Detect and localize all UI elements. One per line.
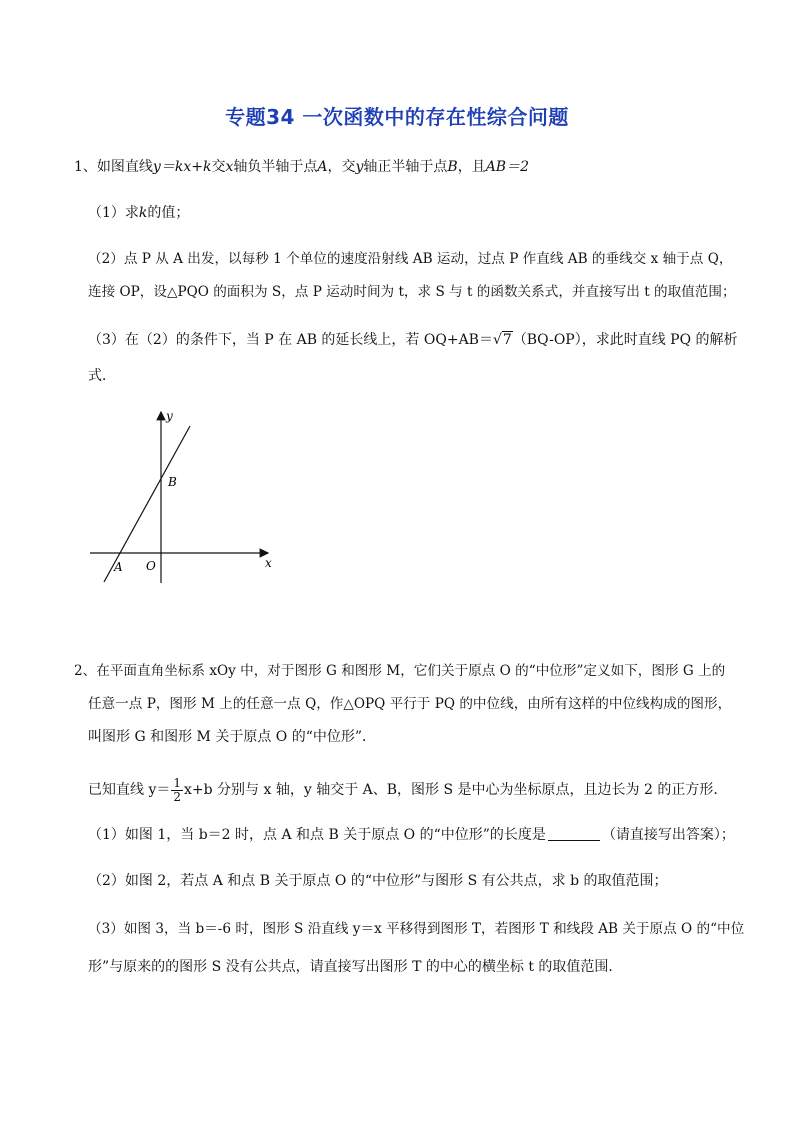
fraction-half: $\frac{1}{2}$ (173, 775, 181, 804)
point-a-label: A (114, 560, 123, 574)
answer-blank[interactable] (548, 826, 600, 841)
q1-figure (80, 400, 300, 590)
q1-part2-line2: 连接 OP，设△PQO 的面积为 S，点 P 运动时间为 t，求 S 与 t 的函数关系式，并直接写出 t 的取值范围； (88, 284, 736, 300)
y-axis-label: y (166, 409, 173, 423)
q2-part3-line2: 形”与原来的的图形 S 没有公共点，请直接写出图形 T 的中心的横坐标 t 的取值范围． (88, 959, 623, 975)
point-b-label: B (168, 475, 177, 489)
q2-stem-line1: 2、在平面直角坐标系 xOy 中，对于图形 G 和图形 M，它们关于原点 O 的“中位形”定义如下，图形 G 上的 (74, 663, 726, 679)
origin-label: O (146, 559, 156, 573)
q1-number: 1、 (74, 159, 97, 175)
sqrt-expression: √7 (492, 332, 512, 348)
q1-part2-line1: （2）点 P 从 A 出发，以每秒 1 个单位的速度沿射线 AB 运动，过点 P 作直线 AB 的垂线交 x 轴于点 Q， (88, 251, 733, 267)
x-axis-label: x (265, 556, 272, 570)
q1-part1: （1）求k的值； (88, 205, 190, 221)
page-title: 专题34 一次函数中的存在性综合问题 (225, 105, 569, 129)
q1-part3-line2: 式． (88, 368, 116, 384)
q2-part1: （1）如图 1，当 b＝2 时，点 A 和点 B 关于原点 O 的“中位形”的长度是 （请直接写出答案）； (88, 827, 735, 843)
q2-stem-line4: 已知直线 y＝ $\frac{1}{2}$ x+b 分别与 x 轴，y 轴交于 A、B，图形 S 是中心为坐标原点，且边长为 2 的正方形． (88, 775, 728, 804)
q2-part2: （2）如图 2，若点 A 和点 B 关于原点 O 的“中位形”与图形 S 有公共点，求 b 的取值范围； (88, 873, 668, 889)
q2-stem-line2: 任意一点 P，图形 M 上的任意一点 Q，作△OPQ 平行于 PQ 的中位线，由所有这样的中位线构成的图形， (88, 696, 732, 712)
q2-part3-line1: （3）如图 3，当 b＝-6 时，图形 S 沿直线 y＝x 平移得到图形 T，若图形 T 和线段 AB 关于原点 O 的“中位 (88, 921, 745, 937)
q1-equation: y＝kx+k (152, 159, 212, 175)
q2-stem-line3: 叫图形 G 和图形 M 关于原点 O 的“中位形”． (88, 729, 377, 745)
q1-part3-line1: （3）在（2）的条件下，当 P 在 AB 的延长线上，若 OQ+AB＝√7（BQ-OP），求此时直线 PQ 的解析 (88, 332, 738, 348)
q1-stem: 1、如图直线y＝kx+k交x轴负半轴于点A，交y轴正半轴于点B，且AB＝2 (74, 159, 529, 175)
